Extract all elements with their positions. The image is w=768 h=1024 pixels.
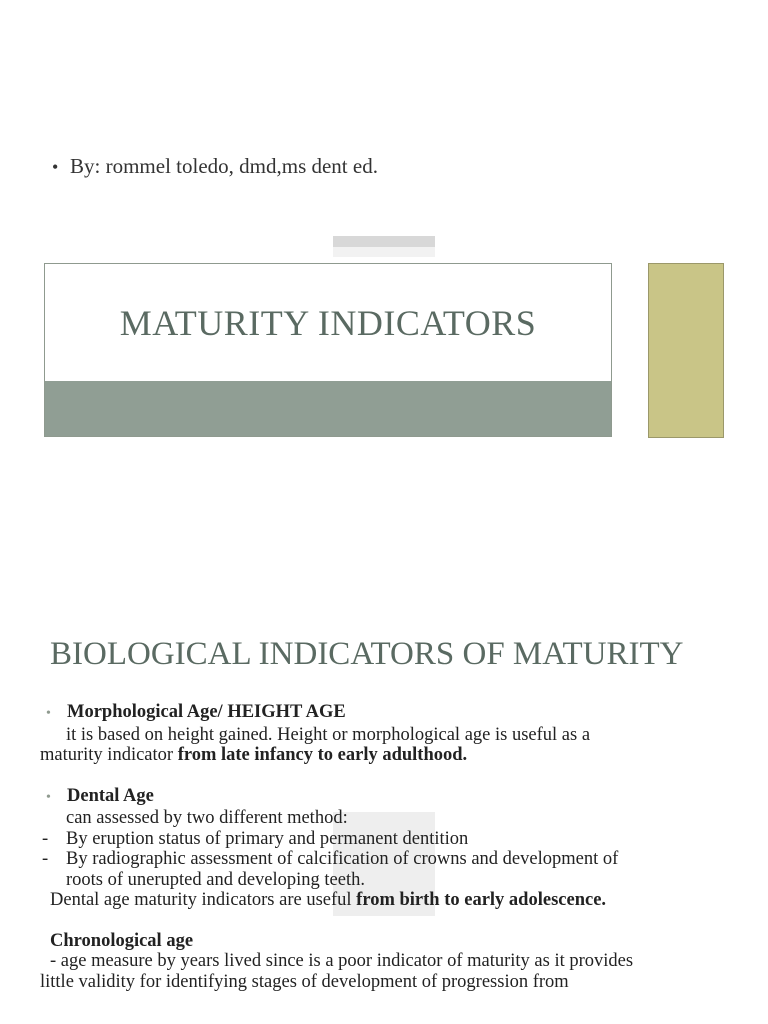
dental-summary-text: Dental age maturity indicators are useful xyxy=(50,890,357,910)
byline xyxy=(52,154,378,179)
title-band xyxy=(45,381,611,436)
bullet-icon: • xyxy=(46,706,51,721)
morph-title-line xyxy=(40,702,730,725)
dental-item-2 xyxy=(40,849,730,870)
slide-title: MATURITY INDICATORS xyxy=(119,303,537,343)
title-box xyxy=(44,263,612,437)
accent-block xyxy=(648,263,724,438)
dental-title: Dental Age xyxy=(67,785,154,806)
dental-item-2-text: By radiographic assessment of calcification of crowns and development of xyxy=(66,849,619,869)
divider-bar xyxy=(333,236,435,247)
morph-title: Morphological Age/ HEIGHT AGE xyxy=(67,702,346,722)
dash-icon: - xyxy=(42,849,49,869)
dental-title-line xyxy=(40,786,730,809)
dental-item-2-cont: roots of unerupted and developing teeth. xyxy=(66,869,365,890)
chrono-title: Chronological age xyxy=(50,930,194,951)
bullet-icon: • xyxy=(46,789,51,805)
dental-summary xyxy=(40,890,730,911)
byline-text: By: rommel toledo, dmd,ms dent ed. xyxy=(70,154,378,178)
dash-icon: - xyxy=(42,828,49,849)
slide-body xyxy=(40,702,730,992)
chrono-title-line xyxy=(40,931,730,952)
dental-item-1 xyxy=(40,829,730,850)
dental-intro: can assessed by two different method: xyxy=(66,808,348,828)
morph-line-1: it is based on height gained. Height or morphological age is useful as a xyxy=(66,724,591,745)
divider-bar-shadow xyxy=(333,247,435,257)
dental-summary-bold: from birth to early adolescence. xyxy=(356,890,607,910)
morph-line-2 xyxy=(40,745,730,766)
chrono-line-1: - age measure by years lived since is a poor indicator of maturity as it provides xyxy=(50,951,634,971)
section-heading: BIOLOGICAL INDICATORS OF MATURITY xyxy=(50,636,684,672)
dental-item-1-text: By eruption status of primary and permanent dentition xyxy=(66,828,469,849)
bullet-icon: • xyxy=(52,157,59,177)
morph-line-2-text: maturity indicator xyxy=(40,745,178,765)
morph-line-2-bold: from late infancy to early adulthood. xyxy=(177,745,468,765)
chrono-line-2: little validity for identifying stages of development of progression from xyxy=(40,971,569,992)
